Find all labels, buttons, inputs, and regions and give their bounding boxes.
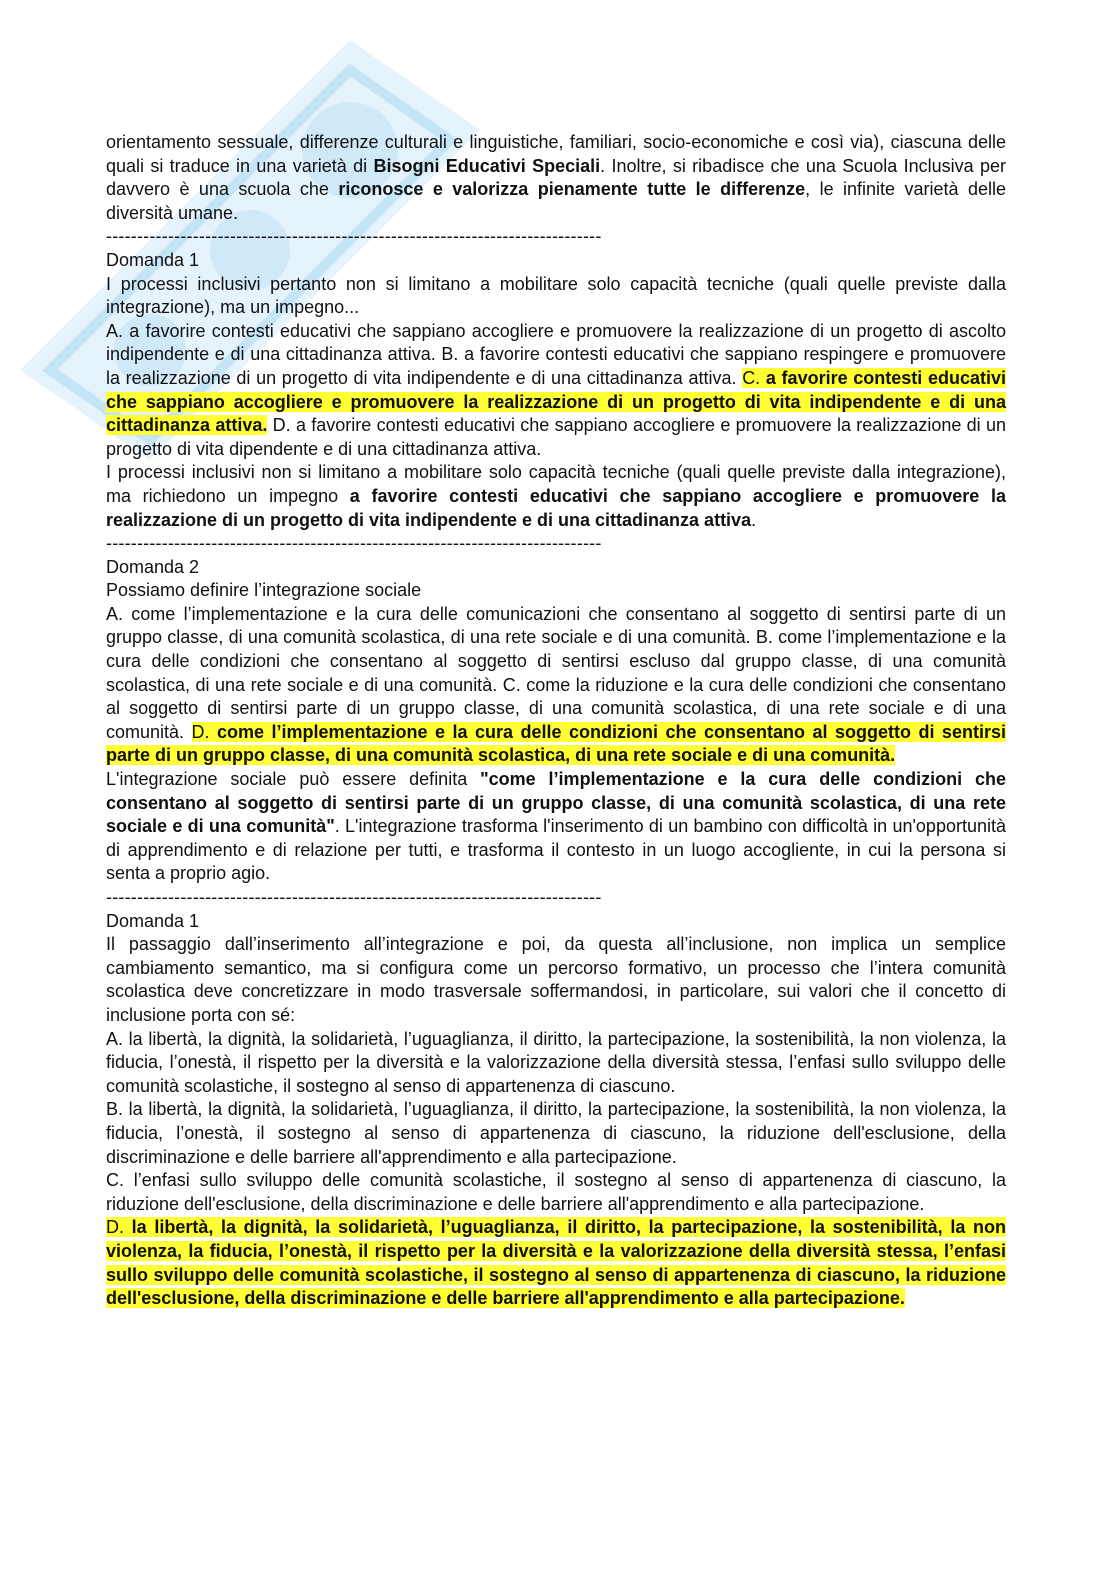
option-c: C. come la riduzione e la cura delle condizioni che consentano al soggetto di sentirsi parte di un gruppo classe, di una comunità scolastica, di una rete sociale e di una comunità.: [106, 674, 1006, 742]
option-d: D. a favorire contesti educativi che sappiano accogliere e promuovere la realizzazione di un progetto di vita dipendente e di una cittadinanza attiva.: [106, 415, 1007, 459]
option-a: A. come l’implementazione e la cura delle comunicazioni che consentano al soggetto di sentirsi parte di un gruppo classe, di una comunità scolastica, di una rete sociale e di una comunità.: [106, 603, 1006, 648]
separator-line: --------------------------------------------------------------------------------: [106, 887, 602, 907]
question-label: Domanda 1: [106, 910, 200, 931]
answer-options: [106, 320, 1006, 462]
question-label: Domanda 2: [106, 556, 200, 577]
option-b: B. come l’implementazione e la cura delle condizioni che consentano al soggetto di sentirsi escluso dal gruppo classe, di una comunità scolastica, di una rete sociale e di una comunità.: [106, 627, 1007, 695]
option-c: C. l’enfasi sullo sviluppo delle comunità scolastiche, il sostegno al senso di appartenenza di ciascuno, la riduzione dell'esclusione, della discriminazione e delle barriere all'apprendimento e alla partecipazione.: [106, 1170, 1006, 1214]
explanation: L'integrazione sociale può essere definita "come l’implementazione e la cura delle condizioni che consentano al soggetto di sentirsi parte di un gruppo classe, di una comunità scolastica, di una rete sociale e di una comunità". L'integrazione trasforma l'inserimento di un bambino con difficoltà in un'opportunità di apprendimento e di relazione per tutti, e trasforma il contesto in un luogo accogliente, in cui la persona si senta a proprio agio.: [106, 769, 1006, 884]
option-a: A. a favorire contesti educativi che sappiano accogliere e promuovere la realizzazione di un progetto di ascolto indipendente e di una cittadinanza attiva.: [106, 320, 1006, 365]
intro-paragraph: orientamento sessuale, differenze culturali e linguistiche, familiari, socio-economiche e così via), ciascuna delle quali si traduce in una varietà di Bisogni Educativi Speciali. Inoltre, si ribadisce che una Scuola Inclusiva per davvero è una scuola che riconosce e valorizza pienamente tutte le differenze, le infinite varietà delle diversità umane.: [106, 132, 1006, 223]
option-b: B. la libertà, la dignità, la solidarietà, l’uguaglianza, il diritto, la partecipazione, la sostenibilità, la non violenza, la fiducia, l’onestà, il sostegno al senso di appartenenza di ciascuno, la riduzione dell'esclusione, della discriminazione e delle barriere all'apprendimento e alla partecipazione.: [106, 1099, 1006, 1167]
separator-line: --------------------------------------------------------------------------------: [106, 226, 602, 247]
option-c-correct: C. a favorire contesti educativi che sappiano accogliere e promuovere la realizzazione di un progetto di vita indipendente e di una cittadinanza attiva.: [106, 367, 1006, 436]
option-d-correct: D. la libertà, la dignità, la solidarietà, l’uguaglianza, il diritto, la partecipazione, la sostenibilità, la non violenza, la fiducia, l’onestà, il rispetto per la diversità e la valorizzazione della diversità stessa, l’enfasi sullo sviluppo delle comunità scolastiche, il sostegno al senso di appartenenza di ciascuno, la riduzione dell'esclusione, della discriminazione e delle barriere all'apprendimento e alla partecipazione.: [106, 1217, 1006, 1309]
question-text: I processi inclusivi pertanto non si limitano a mobilitare solo capacità tecniche (quali quelle previste dalla integrazione), ma un impegno...: [106, 273, 1006, 318]
option-b: B. a favorire contesti educativi che sappiano respingere e promuovere la realizzazione di un progetto di vita indipendente e di una cittadinanza attiva.: [106, 344, 1006, 388]
option-d-correct: D. come l’implementazione e la cura delle condizioni che consentano al soggetto di sentirsi parte di un gruppo classe, di una comunità scolastica, di una rete sociale e di una comunità.: [106, 721, 1006, 766]
separator-line: --------------------------------------------------------------------------------: [106, 533, 602, 554]
document-text: [106, 131, 1006, 1311]
answer-options: [106, 603, 1006, 768]
explanation: I processi inclusivi non si limitano a mobilitare solo capacità tecniche (quali quelle previste dalla integrazione), ma richiedono un impegno a favorire contesti educativi che sappiano accogliere e promuovere la realizzazione di un progetto di vita indipendente e di una cittadinanza attiva.: [106, 462, 1006, 530]
question-label: Domanda 1: [106, 249, 200, 270]
option-a: A. la libertà, la dignità, la solidarietà, l’uguaglianza, il diritto, la partecipazione, la sostenibilità, la non violenza, la fiducia, l’onestà, il rispetto per la diversità e la valorizzazione della diversità stessa, l’enfasi sullo sviluppo delle comunità scolastiche, il sostegno al senso di appartenenza di ciascuno.: [106, 1028, 1006, 1096]
question-text: Il passaggio dall’inserimento all’integrazione e poi, da questa all’inclusione, non implica un semplice cambiamento semantico, ma si configura come un percorso formativo, un processo che l’intera comunità scolastica deve concretizzare in modo trasversale soffermandosi, in particolare, sui valori che il concetto di inclusione porta con sé:: [106, 934, 1006, 1025]
question-text: Possiamo definire l’integrazione sociale: [106, 580, 422, 601]
